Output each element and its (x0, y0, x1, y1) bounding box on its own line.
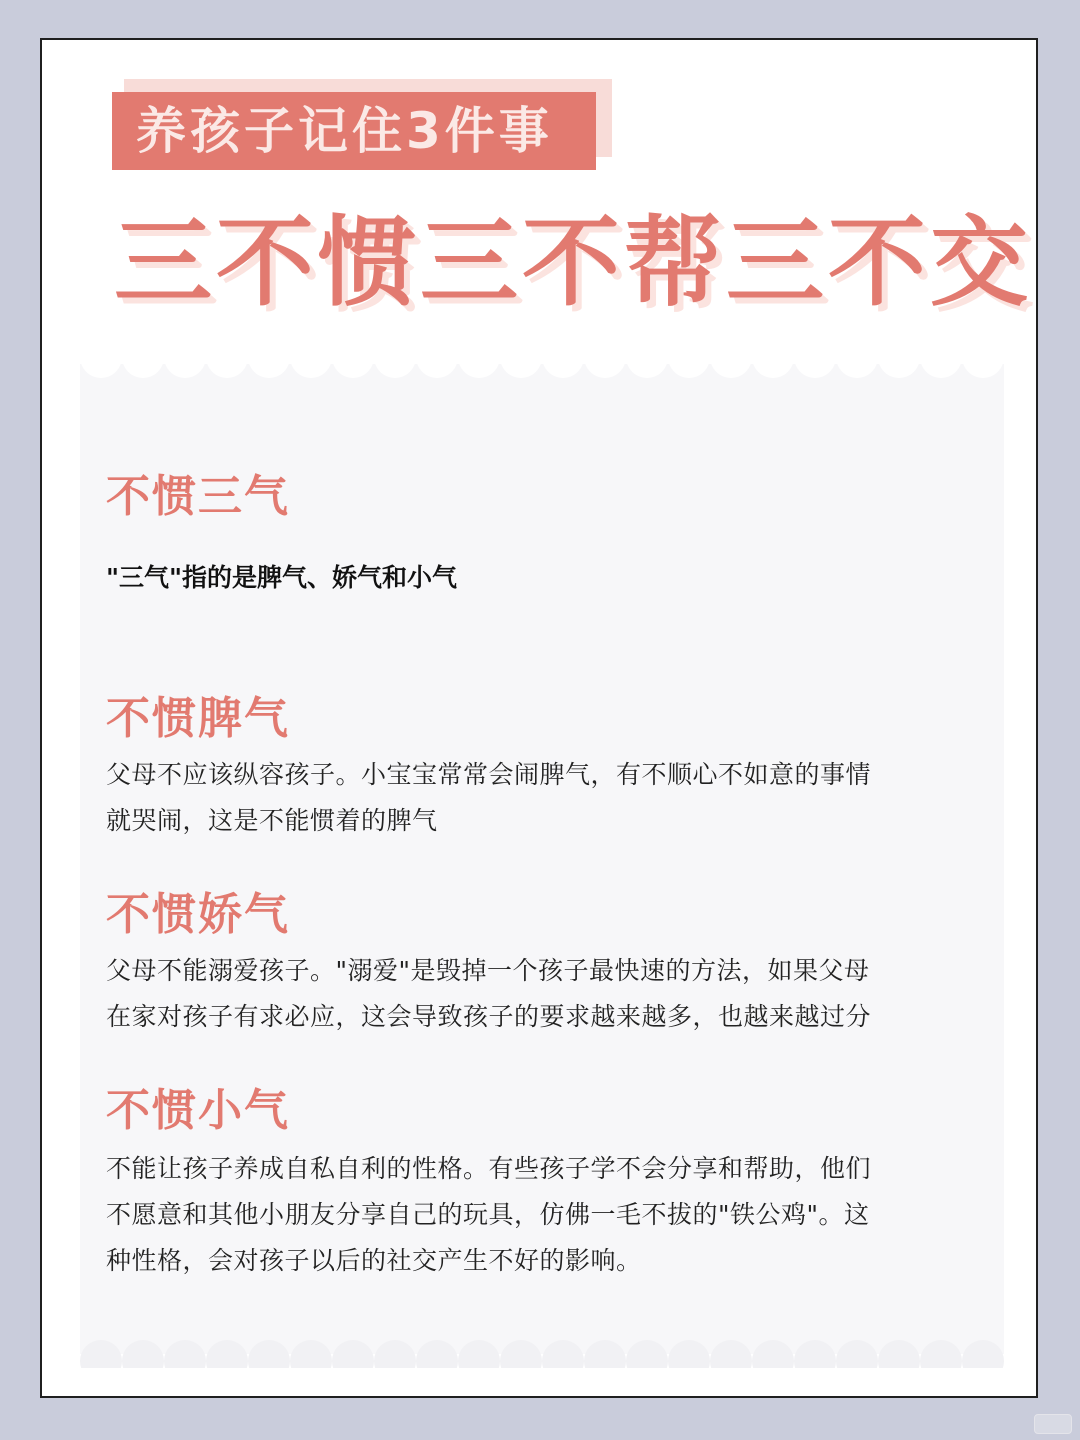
paragraph-line: 在家对孩子有求必应，这会导致孩子的要求越来越多，也越来越过分 (106, 1002, 872, 1031)
scallop-top-border (80, 350, 1004, 378)
paragraph-line: 种性格，会对孩子以后的社交产生不好的影响。 (106, 1246, 642, 1275)
section-intro: "三气"指的是脾气、娇气和小气 (106, 563, 458, 592)
section-paragraph-1 (106, 752, 976, 844)
paragraph-line: 就哭闹，这是不能惯着的脾气 (106, 806, 438, 835)
section-title-3: 不惯小气 (106, 1085, 290, 1136)
section-title-1: 不惯脾气 (106, 693, 290, 744)
section-paragraph-3 (106, 1146, 976, 1284)
section-title-2: 不惯娇气 (106, 889, 290, 940)
poster-card (40, 38, 1038, 1398)
paragraph-line: 不能让孩子养成自私自利的性格。有些孩子学不会分享和帮助，他们 (106, 1154, 872, 1183)
tag-label: 养孩子记住3件事 (112, 92, 596, 170)
watermark-badge (1034, 1414, 1072, 1434)
scallop-bottom-border (80, 1340, 1004, 1368)
paragraph-line: 父母不应该纵容孩子。小宝宝常常会闹脾气，有不顺心不如意的事情 (106, 760, 872, 789)
section-title-main: 不惯三气 (106, 471, 290, 522)
headline: 三不惯三不帮三不交 (114, 206, 1033, 320)
paragraph-line: 父母不能溺爱孩子。"溺爱"是毁掉一个孩子最快速的方法，如果父母 (106, 956, 870, 985)
paragraph-line: 不愿意和其他小朋友分享自己的玩具，仿佛一毛不拔的"铁公鸡"。这 (106, 1200, 870, 1229)
section-paragraph-2 (106, 948, 976, 1040)
